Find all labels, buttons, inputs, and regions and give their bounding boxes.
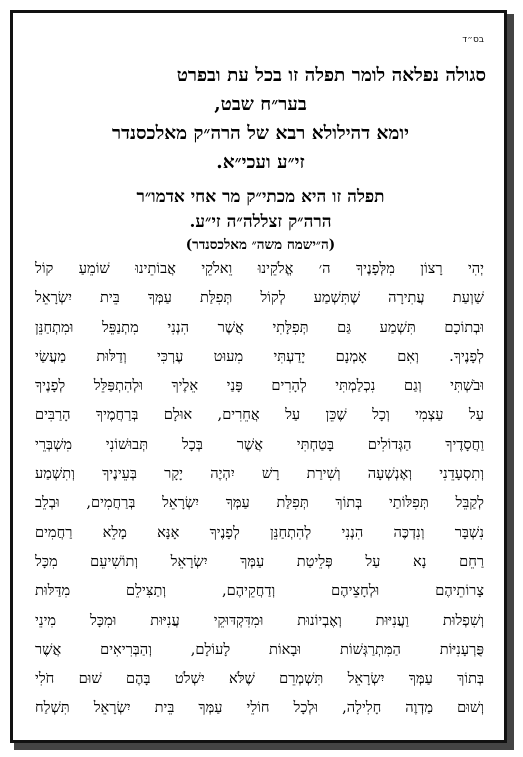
subheading-line-3: (ה״ישמח משה״ מאלכסנדר) [185, 237, 336, 253]
heading-line-3: יומא דהילולא רבא של הרה״ק מאלכסנדר [112, 123, 409, 144]
document-page [13, 13, 504, 740]
subheading-line-2: הרה״ק זצללה״ה זי״ע. [189, 212, 332, 232]
body-line: וְשׁוּם מַדְוֶה חָלִילָה, וּלְכָל חוֹלֵי עַמְּךָ בֵּית יִשְׂרָאֵל תִּשְׁלַח [35, 699, 484, 717]
body-line: לְקַבֵּל תְּפִלּוֹתַי בְּתוֹךְ תְּפִלַּת עַמְּךָ יִשְׂרָאֵל בְּרַחֲמִים, וּבְלֵב [35, 494, 484, 512]
body-line: וְשִׁפְלוּת וַעֲנִיּוּת וְאֶבְיוֹנוּת וּמִדִּקְדּוּקֵי עֲנִיּוּת וּמִכָּל מִינֵי [35, 611, 484, 629]
subheading-line-1: תפלה זו היא מכתי״ק מר אחי אדמו״ר [136, 187, 385, 207]
body-line: נִשְׁבָּר וְנִדְכֶּה הִנְנִי לְהִתְחַנֵּן לְפָנֶיךָ אָנָּא מָלֵא רַחֲמִים [35, 523, 484, 541]
body-line: וּבְתוֹכָם תִּשְׁמַע גַּם תְּפִלָּתִי אֲשֶׁר הִנְנִי מִתְנַפֵּל וּמִתְחַנֵּן [35, 318, 484, 336]
body-line: לְפָנֶיךָ. וְאִם אָמְנָם יָדַעְתִּי מִעוּט עֶרְכִּי וְדַלּוּת מַעֲשַׂי [35, 347, 484, 365]
bsd-mark: בס״ד [462, 35, 484, 45]
heading-line-4: זי״ע ועכי״א. [216, 152, 305, 173]
body-line: עַל עַצְמִי וְכָל שֶׁכֵּן עַל אֲחֵרִים, אוּלָם בְּרַחֲמֶיךָ הָרַבִּים [35, 406, 484, 424]
body-line: פֻּרְעָנִיּוֹת הַמִּתְרַגְּשׁוֹת וּבָאוֹת לָעוֹלָם, וְהַבְּרִיאִים אֲשֶׁר [35, 640, 484, 658]
body-line: שַׁוְעַת עֲתִירָה שֶׁתִּשְׁמַע לְקוֹל תְּפִלַּת עַמְּךָ בֵּית יִשְׂרָאֵל [35, 289, 484, 307]
body-line: יְהִי רָצוֹן מִלְּפָנֶיךָ ה׳ אֱלֹקֵינוּ וֵאלֹקֵי אֲבוֹתֵינוּ שׁוֹמֵעַ קוֹל [35, 260, 484, 277]
body-line: בְּתוֹךְ עַמְּךָ יִשְׂרָאֵל תִּשְׁמְרֵם שֶׁלֹּא יִשְׁלֹט בָּהֶם שׁוּם חֹלִי [35, 670, 484, 688]
document-subheading [35, 185, 486, 255]
prayer-body [35, 254, 484, 723]
heading-line-1: סגולה נפלאה לומר תפלה זו בכל עת ובפרט [176, 65, 486, 86]
body-line: וּבֹשְׁתִּי וְגַם נִכְלַמְתִּי לְהָרִים פָּנַי אֵלֶיךָ וּלְהִתְפַּלֵּל לְפָנֶיךָ [35, 377, 484, 395]
body-line: וַחֲסָדֶיךָ הַגְּדוֹלִים בָּטַחְתִּי אֲשֶׁר בְּכָל תְּבוּשׁוֹנִי מִשְׁבְּרֵי [35, 435, 484, 453]
document-heading [35, 61, 486, 177]
heading-line-2: בער״ח שבט, [214, 94, 307, 115]
body-line: רַחֵם נָא עַל פְּלֵיטַת עַמְּךָ יִשְׂרָאֵל וְתוֹשִׁיעֵם מִכָּל [35, 552, 484, 570]
body-line: צָרוֹתֵיהֶם וּלְחָצֵיהֶם וְדַחֲקֵיהֶם, וְתַצִּילֵם מִדַּלּוּת [35, 582, 484, 600]
document-frame [10, 10, 507, 743]
body-line: וְתִסְעָדֵנִי וְאֶנְשְׁעָה וְשִׁירַת רָשׁ יִהְיֶה יָקָר בְּעֵינֶיךָ וְתִשְׁמַע [35, 465, 484, 483]
